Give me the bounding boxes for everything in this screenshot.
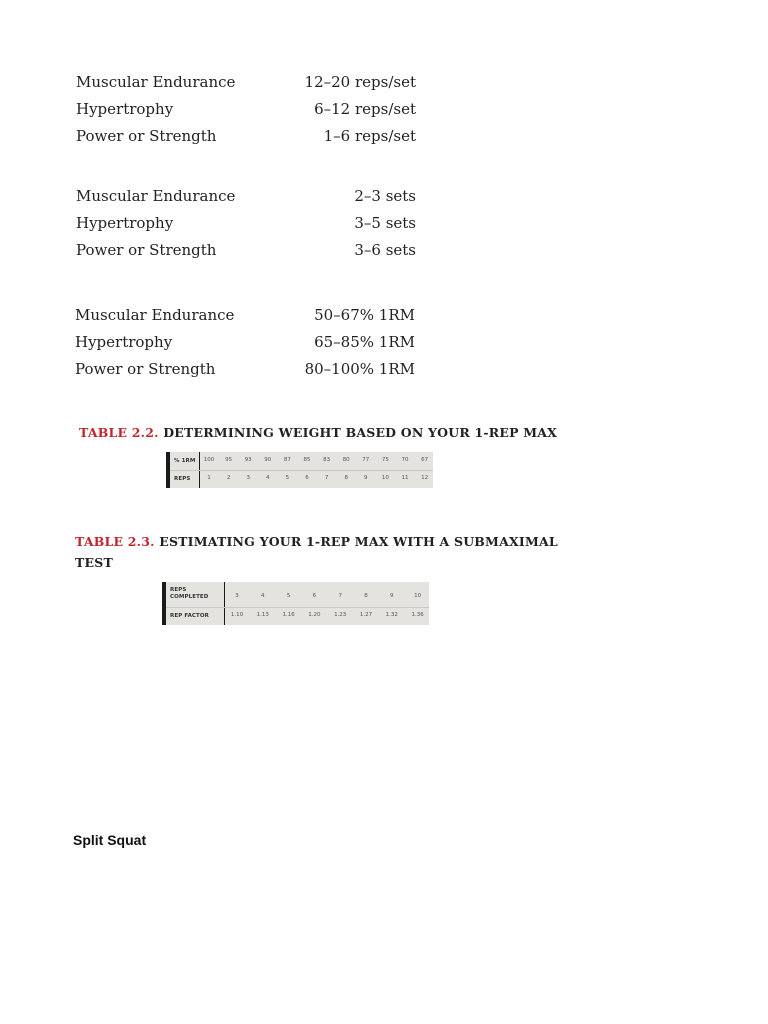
- table-cell: 85: [303, 457, 311, 463]
- table-title-text: ESTIMATING YOUR 1-REP MAX WITH A SUBMAXIMAL: [159, 534, 558, 549]
- table-cell: 4: [261, 593, 265, 599]
- table-cell: 5: [285, 475, 290, 481]
- list-row: [76, 184, 416, 208]
- table-cell: 10: [414, 593, 422, 599]
- table-2-2: [166, 452, 433, 488]
- list-row: [75, 357, 415, 381]
- table-cell: 1.36: [411, 612, 424, 618]
- list-row: [75, 330, 415, 354]
- table-2-2-title: [79, 422, 557, 443]
- table-cell: 6: [305, 475, 309, 481]
- table-cell: 1.32: [385, 612, 398, 618]
- table-number: TABLE 2.2.: [79, 425, 159, 440]
- table-2-3: [162, 582, 429, 625]
- table-cell: 10: [381, 475, 389, 481]
- table-cell: 100: [203, 457, 215, 463]
- list-row: [76, 97, 416, 121]
- table-cell: 80: [342, 457, 350, 463]
- goal-label: Muscular Endurance: [75, 306, 235, 324]
- table-cell: 1.13: [256, 612, 269, 618]
- table-cell: 1.27: [359, 612, 373, 618]
- table-cell: 4: [266, 475, 270, 481]
- section-heading: Split Squat: [73, 832, 147, 848]
- table-cell: 8: [364, 593, 368, 599]
- table-cell: 7: [324, 475, 329, 481]
- goal-label: Hypertrophy: [75, 333, 173, 351]
- table-cell: 11: [401, 475, 409, 481]
- row-label: REPS: [174, 476, 191, 482]
- table-cell: 95: [225, 457, 233, 463]
- sets-list: [76, 184, 416, 264]
- table-number: TABLE 2.3.: [75, 534, 155, 549]
- table-row-divider: [166, 607, 429, 608]
- goal-value: 80–100% 1RM: [304, 360, 415, 378]
- row-label: REPS: [170, 587, 187, 593]
- goal-label: Power or Strength: [76, 127, 217, 145]
- table-cell: 9: [390, 593, 394, 599]
- goal-value: 12–20 reps/set: [304, 73, 416, 91]
- goal-value: 1–6 reps/set: [323, 127, 416, 145]
- goal-label: Muscular Endurance: [76, 73, 236, 91]
- table-cell: 77: [362, 457, 370, 463]
- table-cell: 3: [235, 593, 239, 599]
- table-cell: 67: [421, 457, 429, 463]
- table-cell: 1: [207, 475, 211, 481]
- table-2-3-title: [75, 531, 558, 573]
- table-title-text: TEST: [75, 555, 113, 570]
- table-cell: 83: [323, 457, 331, 463]
- goal-value: 3–5 sets: [354, 214, 416, 232]
- table-row-divider: [170, 470, 433, 471]
- row-label: REP FACTOR: [170, 613, 210, 619]
- goal-value: 2–3 sets: [354, 187, 416, 205]
- table-cell: 93: [244, 457, 252, 463]
- table-cell: 3: [246, 475, 250, 481]
- intensity-list: [75, 303, 415, 383]
- goal-label: Power or Strength: [75, 360, 216, 378]
- table-cell: 75: [381, 457, 389, 463]
- row-label: COMPLETED: [170, 594, 209, 600]
- list-row: [75, 303, 415, 327]
- table-cell: 5: [286, 593, 291, 599]
- table-accent-bar: [162, 582, 166, 625]
- goal-label: Power or Strength: [76, 241, 217, 259]
- goal-value: 65–85% 1RM: [314, 333, 415, 351]
- table-cell: 6: [312, 593, 317, 599]
- table-cell: 1.23: [334, 612, 347, 618]
- goal-value: 3–6 sets: [354, 241, 416, 259]
- table-cell: 2: [226, 475, 231, 481]
- table-cell: 90: [264, 457, 272, 463]
- reps-per-set-list: [76, 70, 416, 150]
- list-row: [76, 70, 416, 94]
- table-cell: 1.20: [308, 612, 321, 618]
- table-title-text: DETERMINING WEIGHT BASED ON YOUR 1-REP MAX: [163, 425, 558, 440]
- goal-value: 50–67% 1RM: [314, 306, 415, 324]
- list-row: [76, 238, 416, 262]
- table-cell: 70: [401, 457, 409, 463]
- list-row: [76, 211, 416, 235]
- table-cell: 7: [338, 593, 342, 599]
- table-cell: 1.10: [230, 612, 244, 618]
- goal-value: 6–12 reps/set: [314, 100, 416, 118]
- table-cell: 9: [364, 475, 368, 481]
- row-label: % 1RM: [174, 458, 196, 464]
- goal-label: Hypertrophy: [76, 214, 174, 232]
- goal-label: Muscular Endurance: [76, 187, 236, 205]
- table-cell: 12: [421, 475, 429, 481]
- list-row: [76, 124, 416, 148]
- goal-label: Hypertrophy: [76, 100, 174, 118]
- table-cell: 8: [344, 475, 348, 481]
- table-cell: 1.16: [282, 612, 295, 618]
- table-cell: 87: [283, 457, 291, 463]
